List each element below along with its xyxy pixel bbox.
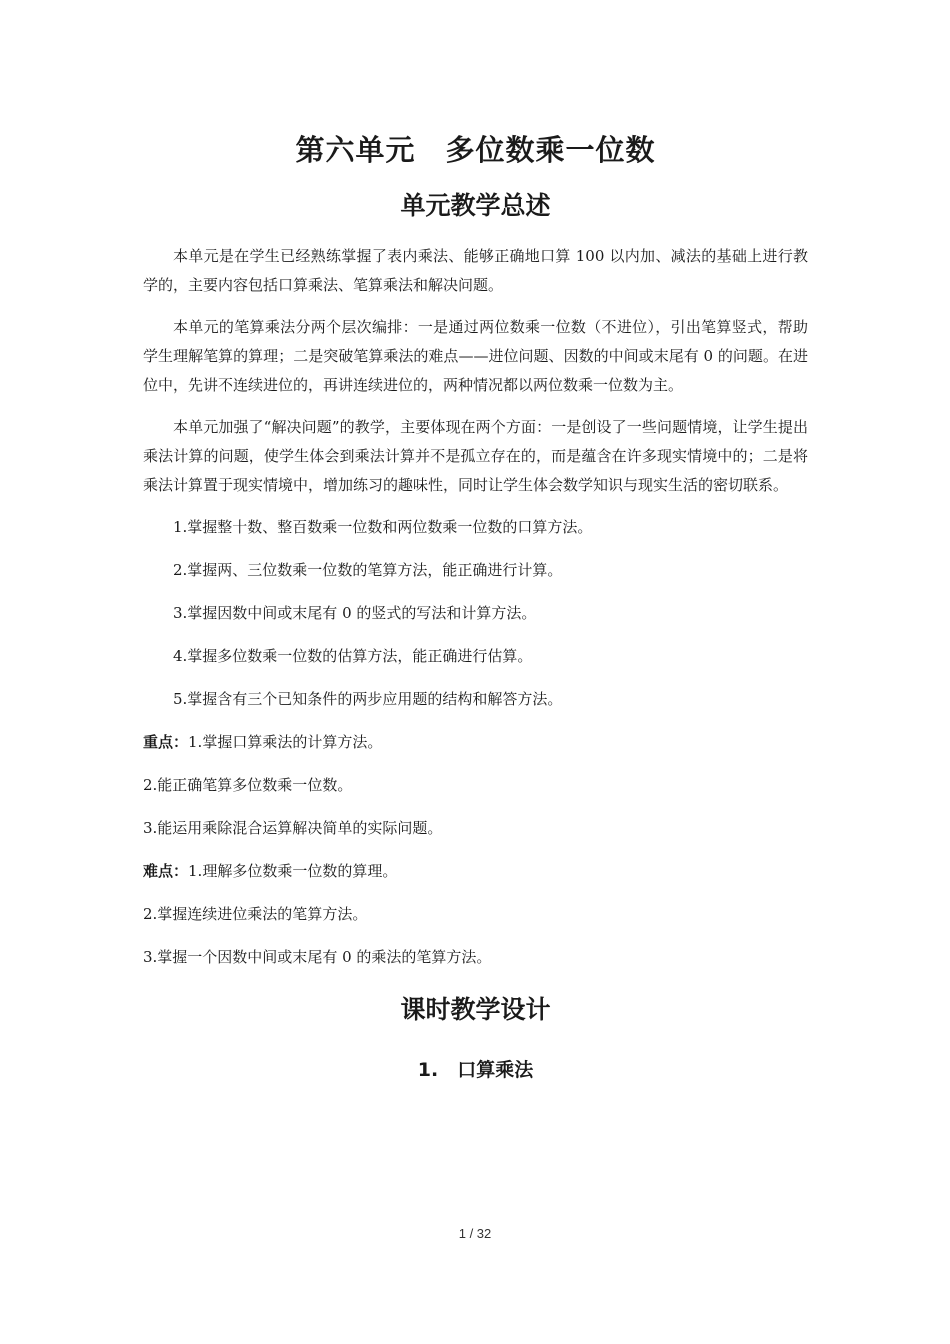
goal-item: 1.掌握整十数、整百数乘一位数和两位数乘一位数的口算方法。 (173, 518, 593, 536)
difficulties-line (143, 857, 808, 886)
difficulty-item: 3.掌握一个因数中间或末尾有 0 的乘法的笔算方法。 (143, 948, 492, 966)
lesson-design-heading: 课时教学设计 (400, 995, 551, 1024)
key-point-item: 2.能正确笔算多位数乘一位数。 (143, 776, 353, 794)
document-content (143, 128, 808, 1086)
key-points-line (143, 728, 808, 757)
goal-item: 2.掌握两、三位数乘一位数的笔算方法，能正确进行计算。 (173, 561, 563, 579)
goal-item: 5.掌握含有三个已知条件的两步应用题的结构和解答方法。 (173, 690, 563, 708)
unit-title: 第六单元 多位数乘一位数 (295, 133, 656, 167)
page-number: 1 / 32 (458, 1226, 492, 1241)
key-point-item: 1.掌握口算乘法的计算方法。 (188, 733, 383, 751)
unit-overview-heading: 单元教学总述 (400, 191, 551, 220)
difficulty-item: 2.掌握连续进位乘法的笔算方法。 (143, 905, 368, 923)
goal-item: 3.掌握因数中间或末尾有 0 的竖式的写法和计算方法。 (173, 604, 537, 622)
intro-paragraph: 本单元是在学生已经熟练掌握了表内乘法、能够正确地口算 100 以内加、减法的基础上进行教学的，主要内容包括口算乘法、笔算乘法和解决问题。 (143, 247, 808, 294)
difficulties-label: 难点： (143, 862, 189, 880)
lesson-title: 1. 口算乘法 (417, 1059, 534, 1081)
problem-solving-paragraph: 本单元加强了“解决问题”的教学，主要体现在两个方面：一是创设了一些问题情境，让学生提出乘法计算的问题，使学生体会到乘法计算并不是孤立存在的，而是蕴含在许多现实情境中的；二是将乘法计算置于现实情境中，增加练习的趣味性，同时让学生体会数学知识与现实生活的密切联系。 (143, 418, 808, 494)
difficulty-item: 1.理解多位数乘一位数的算理。 (188, 862, 398, 880)
key-points-label: 重点： (143, 733, 189, 751)
structure-paragraph: 本单元的笔算乘法分两个层次编排：一是通过两位数乘一位数（不进位），引出笔算竖式，帮助学生理解笔算的算理；二是突破笔算乘法的难点——进位问题、因数的中间或末尾有 0 的问题。在进位中，先讲不连续进位的，再讲连续进位的，两种情况都以两位数乘一位数为主。 (143, 318, 808, 394)
goal-item: 4.掌握多位数乘一位数的估算方法，能正确进行估算。 (173, 647, 533, 665)
key-point-item: 3.能运用乘除混合运算解决简单的实际问题。 (143, 819, 443, 837)
